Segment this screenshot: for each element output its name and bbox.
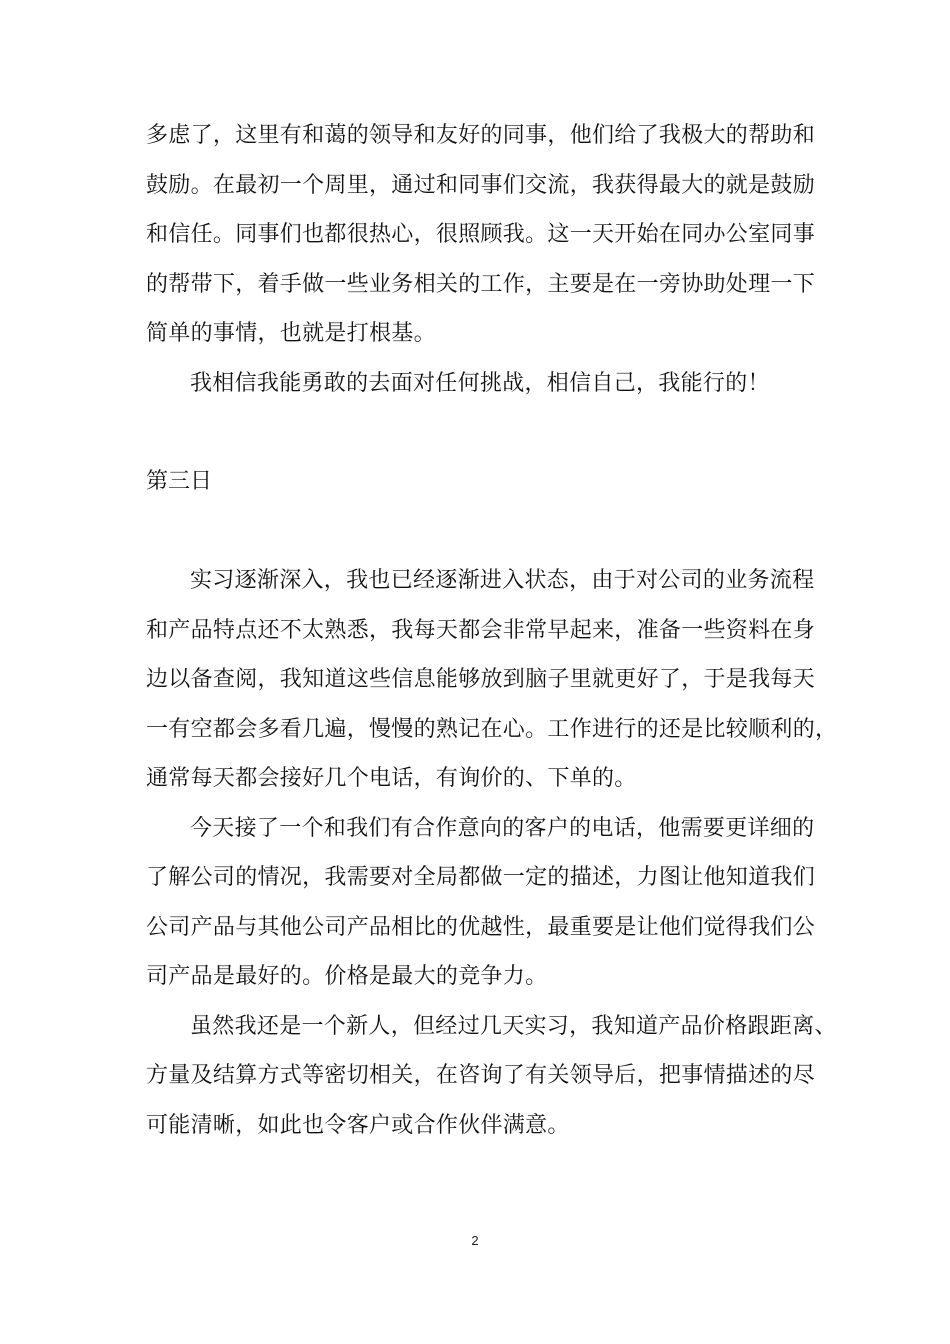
paragraph-line: 一有空都会多看几遍，慢慢的熟记在心。工作进行的还是比较顺利的， (146, 717, 838, 742)
paragraph-line: 实习逐渐深入，我也已经逐渐进入状态，由于对公司的业务流程 (190, 568, 815, 593)
paragraph-line: 的帮带下，着手做一些业务相关的工作，主要是在一旁协助处理一下 (146, 272, 816, 297)
paragraph-line: 通常每天都会接好几个电话，有询价的、下单的。 (146, 766, 637, 791)
paragraph-line: 和信任。同事们也都很热心，很照顾我。这一天开始在同办公室同事 (146, 222, 816, 247)
paragraph-line: 我相信我能勇敢的去面对任何挑战，相信自己，我能行的！ (190, 371, 770, 396)
paragraph-line: 简单的事情，也就是打根基。 (146, 321, 436, 346)
paragraph-line: 虽然我还是一个新人，但经过几天实习，我知道产品价格跟距离、 (190, 1014, 837, 1039)
paragraph-line: 公司产品与其他公司产品相比的优越性，最重要是让他们觉得我们公 (146, 915, 816, 940)
paragraph-line: 鼓励。在最初一个周里，通过和同事们交流，我获得最大的就是鼓励 (146, 173, 816, 198)
paragraph-line: 和产品特点还不太熟悉，我每天都会非常早起来，准备一些资料在身 (146, 618, 816, 643)
paragraph-line: 多虑了，这里有和蔼的领导和友好的同事，他们给了我极大的帮助和 (146, 123, 816, 148)
paragraph-line: 了解公司的情况，我需要对全局都做一定的描述，力图让他知道我们 (146, 865, 816, 890)
paragraph-line: 方量及结算方式等密切相关，在咨询了有关领导后，把事情描述的尽 (146, 1063, 816, 1088)
paragraph-line: 司产品是最好的。价格是最大的竞争力。 (146, 964, 548, 989)
paragraph-line: 边以备查阅，我知道这些信息能够放到脑子里就更好了，于是我每天 (146, 667, 816, 692)
paragraph-line: 今天接了一个和我们有合作意向的客户的电话，他需要更详细的 (190, 816, 815, 841)
section-heading: 第三日 (146, 469, 213, 494)
paragraph-line: 可能清晰，如此也令客户或合作伙伴满意。 (146, 1113, 570, 1138)
page-number: 2 (471, 1233, 479, 1248)
